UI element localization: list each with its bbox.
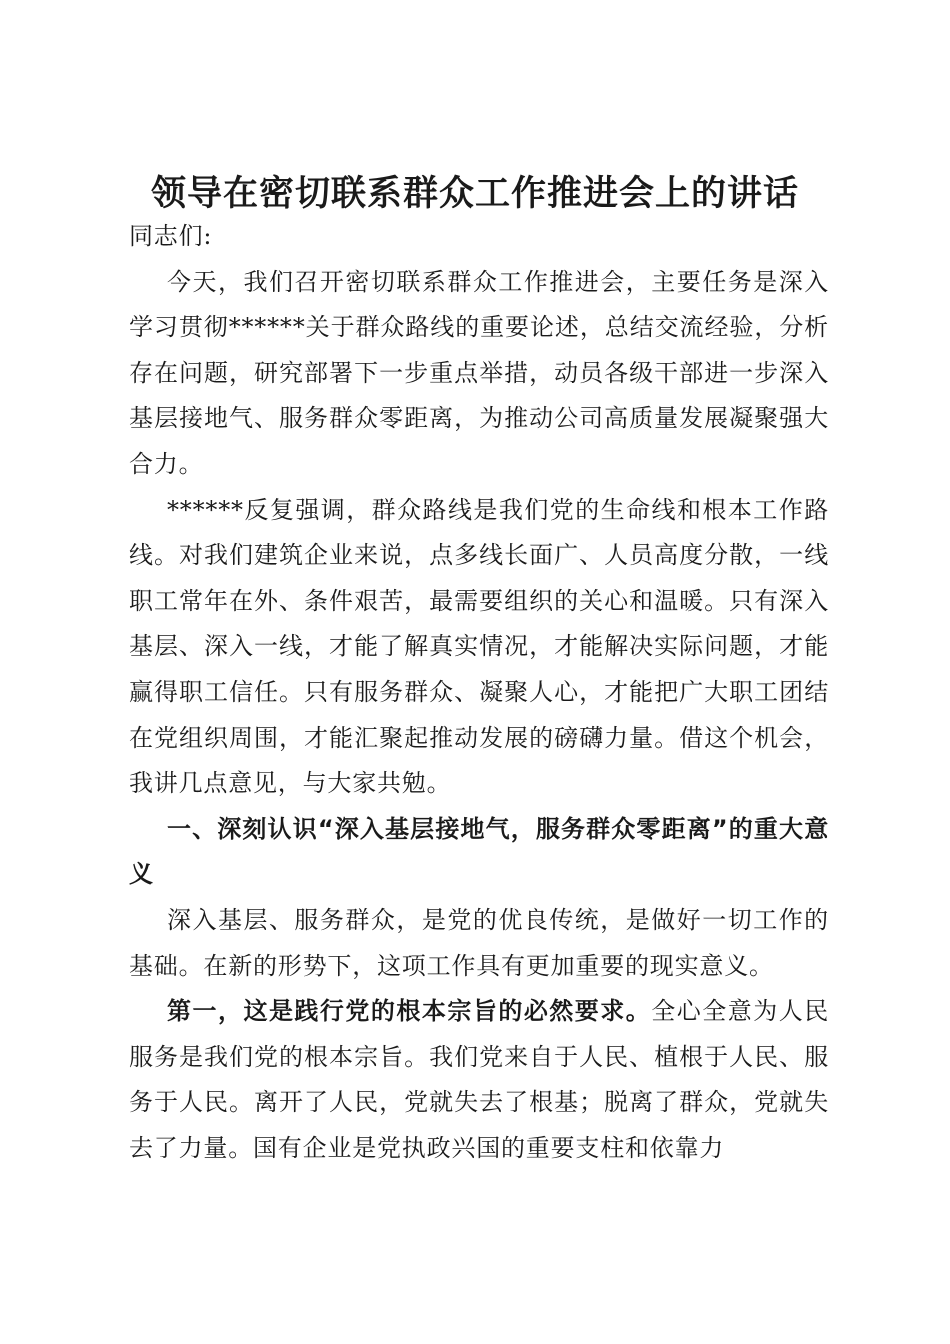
salutation: 同志们: [129,222,213,250]
paragraph-intro: 今天，我们召开密切联系群众工作推进会，主要任务是深入学习贯彻******关于群众路线的重要论述，总结交流经验，分析存在问题，研究部署下一步重点举措，动员各级干部进一步深入基层接地气、服务群众零距离，为推动公司高质量发展凝聚强大合力。 [129,267,829,478]
paragraph-first-point [129,989,829,1171]
paragraph-significance: 深入基层、服务群众，是党的优良传统，是做好一切工作的基础。在新的形势下，这项工作具有更加重要的现实意义。 [129,905,829,980]
document-body [129,214,829,1171]
paragraph-mass-line: ******反复强调，群众路线是我们党的生命线和根本工作路线。对我们建筑企业来说，点多线长面广、人员高度分散，一线职工常年在外、条件艰苦，最需要组织的关心和温暖。只有深入基层、深入一线，才能了解真实情况，才能解决实际问题，才能赢得职工信任。只有服务群众、凝聚人心，才能把广大职工团结在党组织周围，才能汇聚起推动发展的磅礴力量。借这个机会，我讲几点意见，与大家共勉。 [129,495,829,798]
first-point-lead: 第一，这是践行党的根本宗旨的必然要求。 [167,997,652,1026]
document-title: 领导在密切联系群众工作推进会上的讲话 [150,174,799,214]
section-heading-1: 一、深刻认识“深入基层接地气，服务群众零距离”的重大意义 [129,814,829,889]
first-point-text: 全心全意为人民服务是我们党的根本宗旨。我们党来自于人民、植根于人民、服务于人民。离开了人民，党就失去了根基；脱离了群众，党就失去了力量。国有企业是党执政兴国的重要支柱和依靠力 [129,997,829,1162]
